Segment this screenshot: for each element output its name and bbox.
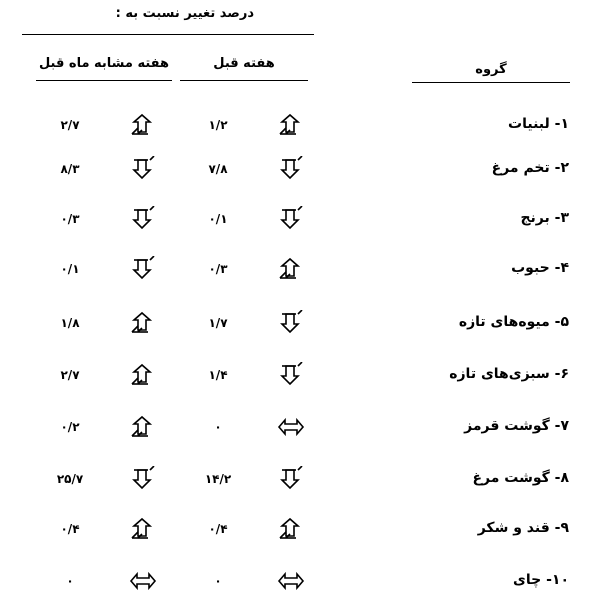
column-header-same-week-prev-month: هفته مشابه ماه قبل: [38, 56, 170, 71]
same-week-prev-month-value: ۲/۷: [60, 118, 80, 132]
group-name: ۸- گوشت مرغ: [472, 470, 569, 486]
column-rule-group: [412, 82, 570, 83]
page-header-title: درصد تغییر نسبت به :: [115, 6, 254, 21]
table-row: [0, 414, 609, 444]
table-row: [0, 516, 609, 546]
up-arrow-icon: [276, 112, 306, 138]
table-row: [0, 112, 609, 142]
no-change-icon: [128, 568, 158, 594]
down-arrow-icon: [276, 156, 306, 182]
table-row: [0, 156, 609, 186]
group-name: ۵- میوه‌های تازه: [458, 314, 569, 330]
same-week-prev-month-value: ۲/۷: [60, 368, 80, 382]
no-change-icon: [276, 568, 306, 594]
up-arrow-icon: [276, 256, 306, 282]
group-name: ۲- تخم مرغ: [491, 160, 569, 176]
prev-week-value: ۰/۴: [208, 522, 228, 536]
down-arrow-icon: [128, 156, 158, 182]
group-name: ۱- لبنیات: [508, 116, 569, 132]
same-week-prev-month-value: ۱/۸: [60, 316, 80, 330]
header-top-rule: [22, 34, 314, 35]
column-header-group: گروه: [475, 62, 507, 77]
down-arrow-icon: [128, 206, 158, 232]
same-week-prev-month-value: ۰/۱: [60, 262, 80, 276]
up-arrow-icon: [128, 112, 158, 138]
same-week-prev-month-value: ۲۵/۷: [56, 472, 84, 486]
prev-week-value: ۱/۲: [208, 118, 228, 132]
up-arrow-icon: [128, 310, 158, 336]
group-name: ۶- سبزی‌های تازه: [449, 366, 569, 382]
table-row: [0, 362, 609, 392]
table-row: [0, 206, 609, 236]
prev-week-value: ۷/۸: [208, 162, 228, 176]
same-week-prev-month-value: ۰/۲: [60, 420, 80, 434]
up-arrow-icon: [128, 414, 158, 440]
up-arrow-icon: [276, 516, 306, 542]
table-row: [0, 466, 609, 496]
same-week-prev-month-value: ۸/۳: [60, 162, 80, 176]
table-row: [0, 310, 609, 340]
prev-week-value: ۰/۳: [208, 262, 228, 276]
down-arrow-icon: [128, 466, 158, 492]
prev-week-value: ۰: [214, 574, 222, 588]
table-row: [0, 256, 609, 286]
down-arrow-icon: [276, 362, 306, 388]
prev-week-value: ۱/۴: [208, 368, 228, 382]
column-rule-same-week-prev-month: [36, 80, 172, 81]
column-rule-prev-week: [180, 80, 308, 81]
up-arrow-icon: [128, 362, 158, 388]
prev-week-value: ۱/۷: [208, 316, 228, 330]
prev-week-value: ۰/۱: [208, 212, 228, 226]
down-arrow-icon: [128, 256, 158, 282]
group-name: ۳- برنج: [520, 210, 569, 226]
up-arrow-icon: [128, 516, 158, 542]
prev-week-value: ۰: [214, 420, 222, 434]
group-name: ۱۰- چای: [513, 572, 569, 588]
same-week-prev-month-value: ۰/۴: [60, 522, 80, 536]
down-arrow-icon: [276, 466, 306, 492]
column-header-prev-week: هفته قبل: [213, 56, 275, 71]
down-arrow-icon: [276, 206, 306, 232]
down-arrow-icon: [276, 310, 306, 336]
prev-week-value: ۱۴/۲: [204, 472, 232, 486]
no-change-icon: [276, 414, 306, 440]
group-name: ۹- قند و شکر: [477, 520, 569, 536]
group-name: ۴- حبوب: [511, 260, 569, 276]
group-name: ۷- گوشت قرمز: [464, 418, 569, 434]
same-week-prev-month-value: ۰: [66, 574, 74, 588]
same-week-prev-month-value: ۰/۳: [60, 212, 80, 226]
